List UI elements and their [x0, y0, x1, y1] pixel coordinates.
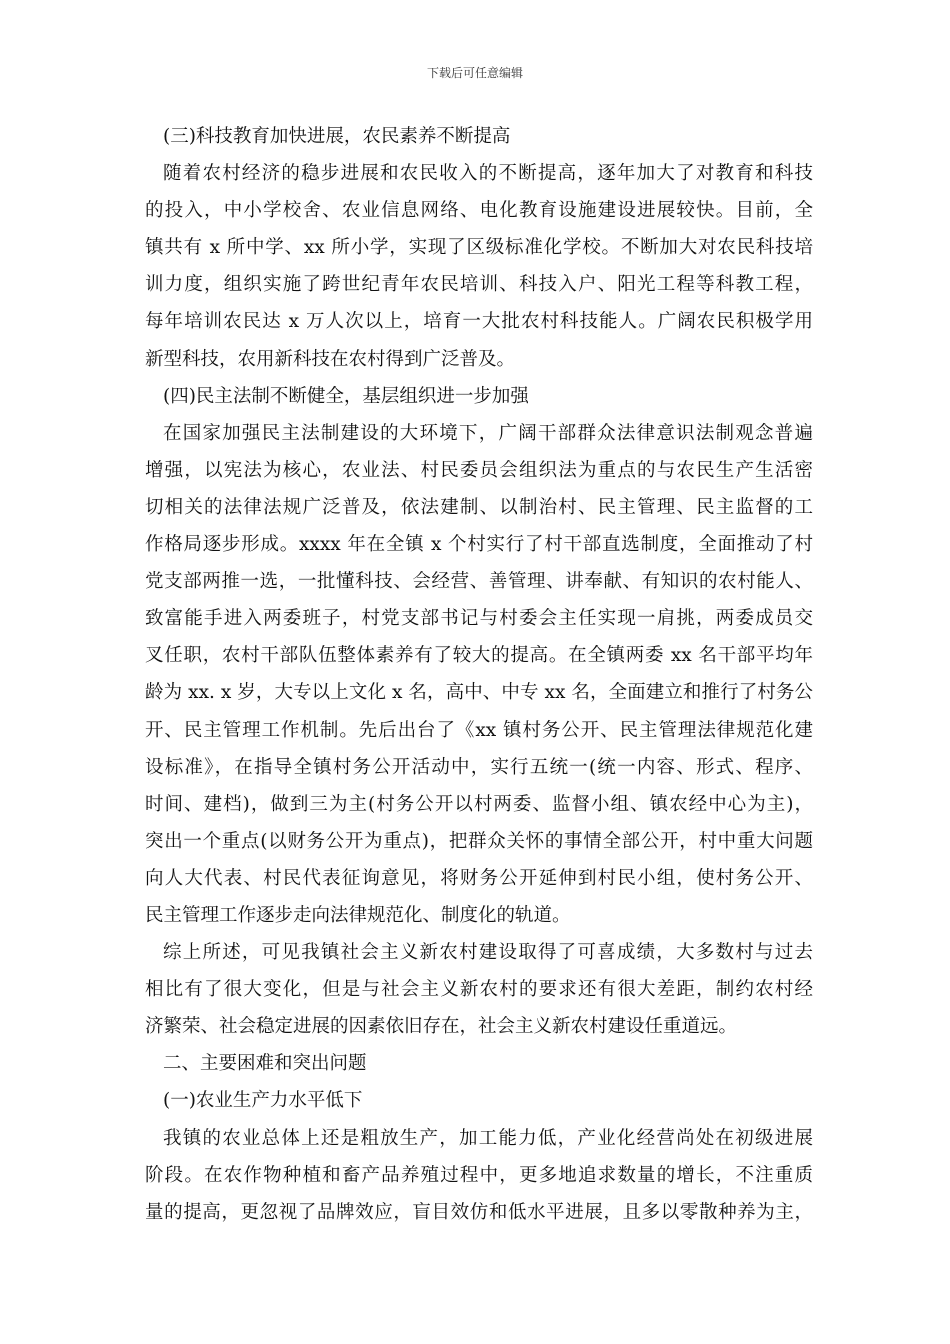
paragraph-line: 开、民主管理工作机制。先后出台了《xx 镇村务公开、民主管理法律规范化建: [145, 719, 813, 741]
paragraph-line: 镇共有 x 所中学、xx 所小学，实现了区级标准化学校。不断加大对农民科技培: [145, 237, 813, 259]
paragraph-line: 济繁荣、社会稳定进展的因素依旧存在，社会主义新农村建设任重道远。: [145, 1016, 738, 1038]
paragraph-line: 综上所述，可见我镇社会主义新农村建设取得了可喜成绩，大多数村与过去: [163, 942, 813, 964]
page-header: 下载后可任意编辑: [426, 66, 523, 80]
paragraph-line: 我镇的农业总体上还是粗放生产，加工能力低，产业化经营尚处在初级进展: [163, 1127, 813, 1149]
paragraph-line: 党支部两推一选，一批懂科技、会经营、善管理、讲奉献、有知识的农村能人、: [145, 571, 813, 593]
paragraph-line: 每年培训农民达 x 万人次以上，培育一大批农村科技能人。广阔农民积极学用: [145, 311, 813, 333]
paragraph-line: 训力度，组织实施了跨世纪青年农民培训、科技入户、阳光工程等科教工程，: [145, 274, 813, 296]
paragraph-line: 随着农村经济的稳步进展和农民收入的不断提高，逐年加大了对教育和科技: [163, 163, 813, 185]
paragraph-line: 的投入，中小学校舍、农业信息网络、电化教育设施建设进展较快。目前，全: [145, 200, 813, 222]
paragraph-line: 向人大代表、村民代表征询意见，将财务公开延伸到村民小组，使村务公开、: [145, 867, 813, 889]
section-heading: 二、主要困难和突出问题: [163, 1053, 367, 1075]
paragraph-line: 龄为 xx. x 岁，大专以上文化 x 名，高中、中专 xx 名，全面建立和推行了村务公: [145, 682, 813, 704]
paragraph-line: 新型科技，农用新科技在农村得到广泛普及。: [145, 348, 516, 370]
paragraph-line: 量的提高，更忽视了品牌效应，盲目效仿和低水平进展，且多以零散种养为主，: [145, 1201, 813, 1223]
paragraph-line: 作格局逐步形成。xxxx 年在全镇 x 个村实行了村干部直选制度，全面推动了村: [145, 534, 813, 556]
paragraph-line: 增强，以宪法为核心，农业法、村民委员会组织法为重点的与农民生产生活密: [145, 459, 813, 481]
section-heading: (四)民主法制不断健全，基层组织进一步加强: [163, 385, 529, 407]
section-heading: (一)农业生产力水平低下: [163, 1090, 363, 1112]
paragraph-line: 阶段。在农作物种植和畜产品养殖过程中，更多地追求数量的增长，不注重质: [145, 1164, 813, 1186]
paragraph-line: 致富能手进入两委班子，村党支部书记与村委会主任实现一肩挑，两委成员交: [145, 608, 813, 630]
document-body: [145, 118, 813, 1231]
paragraph-line: 相比有了很大变化，但是与社会主义新农村的要求还有很大差距，制约农村经: [145, 979, 813, 1001]
paragraph-line: 在国家加强民主法制建设的大环境下，广阔干部群众法律意识法制观念普遍: [163, 422, 813, 444]
section-heading: (三)科技教育加快进展，农民素养不断提高: [163, 126, 511, 147]
paragraph-line: 设标准》，在指导全镇村务公开活动中，实行五统一(统一内容、形式、程序、: [145, 756, 813, 778]
paragraph-line: 突出一个重点(以财务公开为重点)，把群众关怀的事情全部公开，村中重大问题: [145, 830, 813, 852]
paragraph-line: 叉任职，农村干部队伍整体素养有了较大的提高。在全镇两委 xx 名干部平均年: [145, 645, 813, 667]
paragraph-line: 切相关的法律法规广泛普及，依法建制、以制治村、民主管理、民主监督的工: [145, 496, 813, 518]
paragraph-line: 时间、建档)，做到三为主(村务公开以村两委、监督小组、镇农经中心为主)，: [145, 793, 813, 815]
paragraph-line: 民主管理工作逐步走向法律规范化、制度化的轨道。: [145, 904, 571, 926]
